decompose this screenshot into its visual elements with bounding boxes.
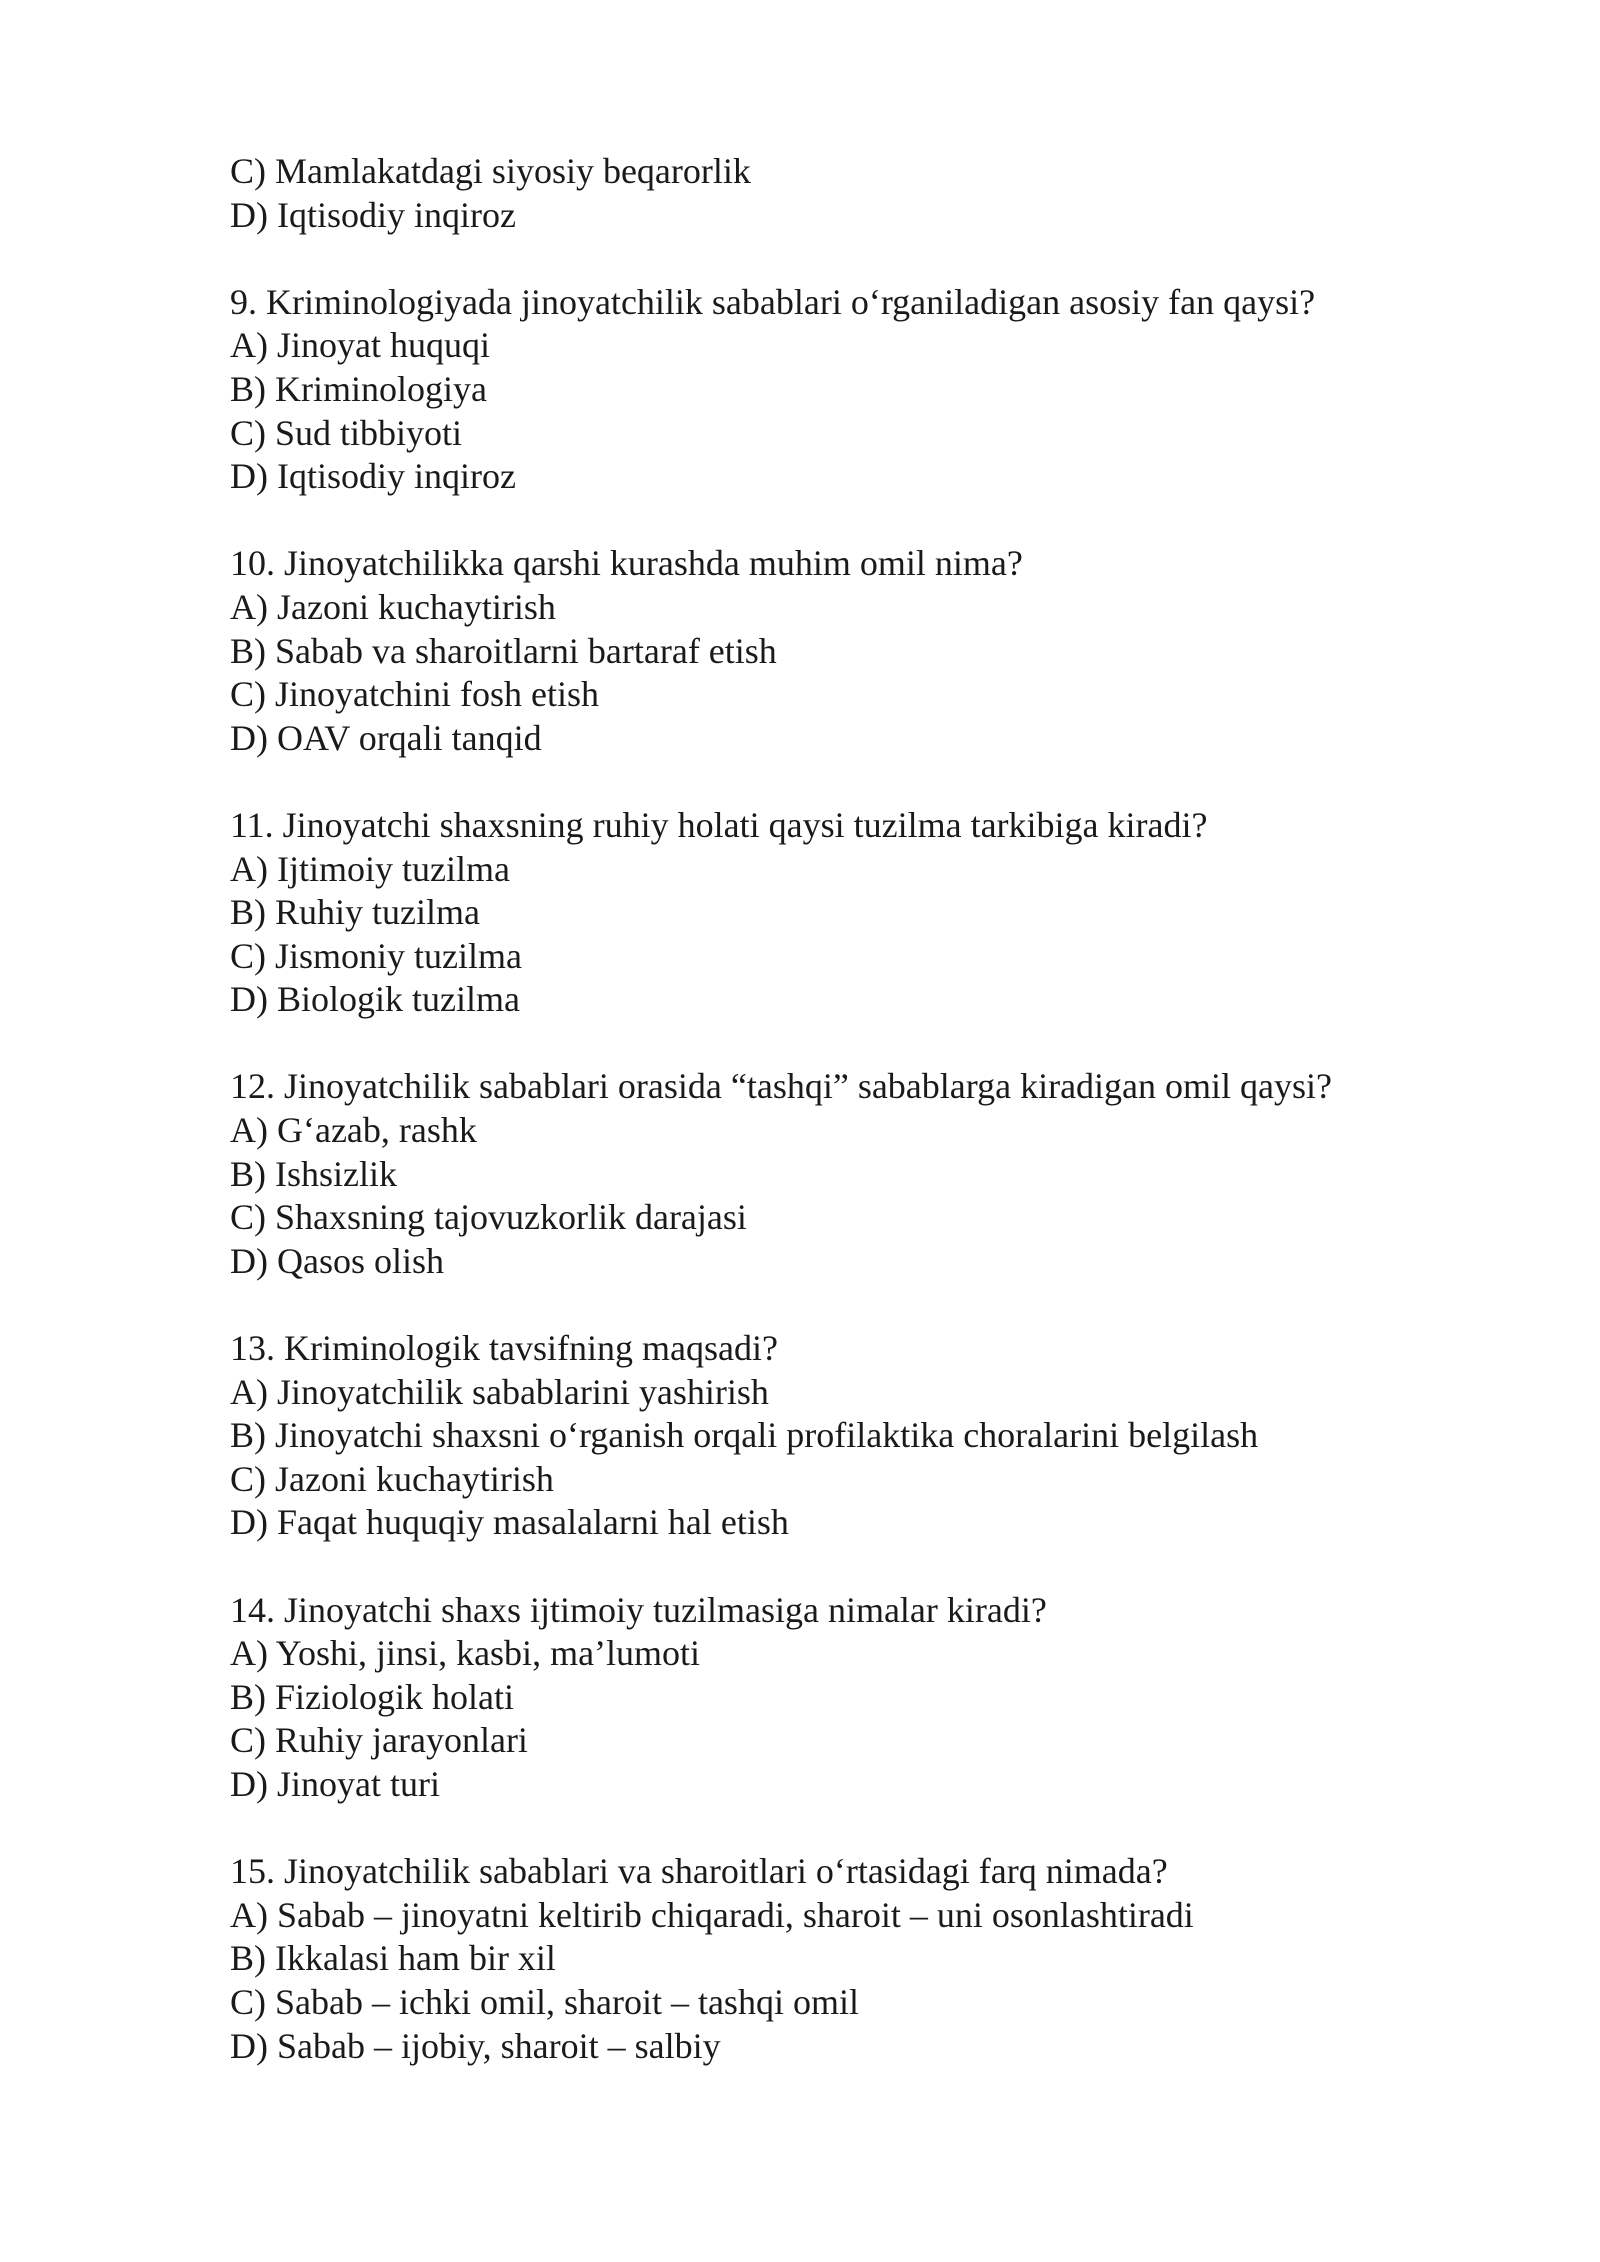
option-line: B) Fiziologik holati: [230, 1676, 514, 1717]
option-line: B) Sabab va sharoitlarni bartaraf etish: [230, 630, 777, 671]
spacer: [230, 237, 1480, 281]
document-content: [230, 150, 1480, 2068]
option-line: D) Qasos olish: [230, 1240, 444, 1281]
option-line: D) Biologik tuzilma: [230, 979, 520, 1020]
question-text: 13. Kriminologik tavsifning maqsadi?: [230, 1328, 778, 1369]
option-line: B) Kriminologiya: [230, 368, 487, 409]
option-line: D) Jinoyat turi: [230, 1763, 440, 1804]
question-text: 10. Jinoyatchilikka qarshi kurashda muhim omil nima?: [230, 543, 1023, 584]
option-line: C) Jazoni kuchaytirish: [230, 1458, 554, 1499]
question-text: 14. Jinoyatchi shaxs ijtimoiy tuzilmasiga nimalar kiradi?: [230, 1589, 1047, 1630]
option-line: A) G‘azab, rashk: [230, 1110, 477, 1151]
option-line: A) Ijtimoiy tuzilma: [230, 848, 510, 889]
option-line: C) Jismoniy tuzilma: [230, 935, 522, 976]
option-line: D) Iqtisodiy inqiroz: [230, 194, 516, 235]
option-line: B) Ikkalasi ham bir xil: [230, 1938, 556, 1979]
question-text: 9. Kriminologiyada jinoyatchilik sabablari o‘rganiladigan asosiy fan qaysi?: [230, 281, 1316, 322]
option-line: C) Ruhiy jarayonlari: [230, 1720, 528, 1761]
spacer: [230, 1022, 1480, 1066]
option-line: A) Jinoyatchilik sabablarini yashirish: [230, 1371, 769, 1412]
spacer: [230, 499, 1480, 543]
option-line: B) Ruhiy tuzilma: [230, 892, 480, 933]
option-line: D) Iqtisodiy inqiroz: [230, 456, 516, 497]
question-text: 11. Jinoyatchi shaxsning ruhiy holati qaysi tuzilma tarkibiga kiradi?: [230, 804, 1208, 845]
spacer: [230, 1545, 1480, 1589]
option-line: C) Sud tibbiyoti: [230, 412, 463, 453]
option-line: A) Jinoyat huquqi: [230, 325, 490, 366]
option-line: B) Ishsizlik: [230, 1153, 397, 1194]
question-text: 15. Jinoyatchilik sabablari va sharoitlari o‘rtasidagi farq nimada?: [230, 1851, 1168, 1892]
question-text: 12. Jinoyatchilik sabablari orasida “tashqi” sabablarga kiradigan omil qaysi?: [230, 1066, 1333, 1107]
spacer: [230, 760, 1480, 804]
option-line: D) OAV orqali tanqid: [230, 717, 542, 758]
option-line: C) Sabab – ichki omil, sharoit – tashqi omil: [230, 1981, 859, 2022]
option-line: B) Jinoyatchi shaxsni o‘rganish orqali profilaktika choralarini belgilash: [230, 1415, 1259, 1456]
option-line: D) Faqat huquqiy masalalarni hal etish: [230, 1502, 789, 1543]
option-line: C) Mamlakatdagi siyosiy beqarorlik: [230, 151, 751, 191]
option-line: D) Sabab – ijobiy, sharoit – salbiy: [230, 2025, 721, 2066]
option-line: A) Yoshi, jinsi, kasbi, ma’lumoti: [230, 1633, 701, 1674]
spacer: [230, 1283, 1480, 1327]
option-line: C) Shaxsning tajovuzkorlik darajasi: [230, 1197, 747, 1238]
option-line: A) Sabab – jinoyatni keltirib chiqaradi, sharoit – uni osonlashtiradi: [230, 1894, 1194, 1935]
option-line: A) Jazoni kuchaytirish: [230, 586, 556, 627]
spacer: [230, 1807, 1480, 1851]
option-line: C) Jinoyatchini fosh etish: [230, 674, 599, 715]
